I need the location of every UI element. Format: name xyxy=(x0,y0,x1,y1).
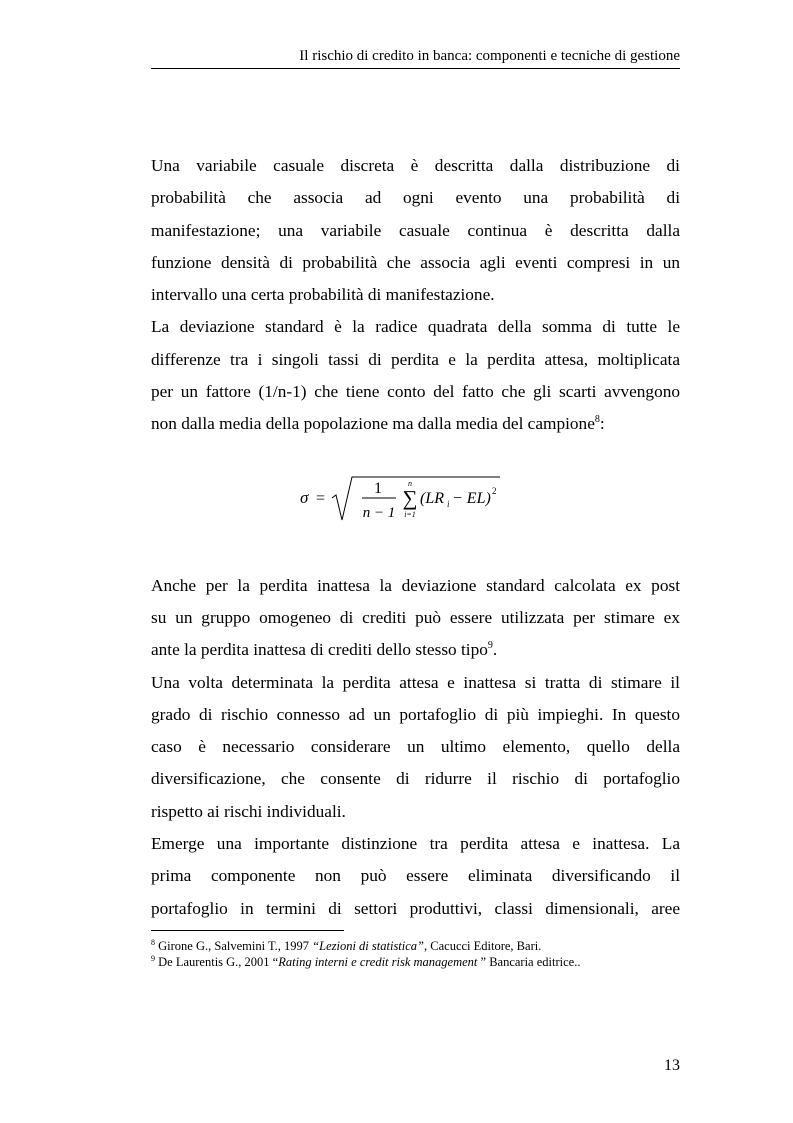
footnote-number: 9 xyxy=(151,953,155,963)
text-line: su un gruppo omogeneo di crediti può essere utilizzata per stimare ex xyxy=(151,607,680,627)
text-line: Emerge una importante distinzione tra perdita attesa e inattesa. La xyxy=(151,834,680,854)
text-line: prima componente non può essere eliminata diversificando il xyxy=(151,866,680,886)
term-rest: − EL) xyxy=(452,490,491,507)
text-line: Anche per la perdita inattesa la deviazione standard calcolata ex post xyxy=(151,575,680,595)
footnote-text: ” Bancaria editrice.. xyxy=(477,955,581,969)
text-line: portafoglio in termini di settori produttivi, classi dimensionali, aree xyxy=(151,898,680,918)
text-line: per un fattore (1/n-1) che tiene conto del fatto che gli scarti avvengono xyxy=(151,382,680,402)
footnote-8 xyxy=(151,938,680,954)
text-line: Una volta determinata la perdita attesa e inattesa si tratta di stimare il xyxy=(151,672,680,692)
text-segment: ante la perdita inattesa di crediti dello stesso tipo xyxy=(151,640,488,660)
footnotes xyxy=(151,938,680,970)
footnote-divider xyxy=(151,930,344,931)
paragraph-4 xyxy=(151,667,680,828)
paragraph-2 xyxy=(151,311,680,440)
footnote-text: De Laurentis G., 2001 “ xyxy=(155,955,279,969)
text-line: diversificazione, che consente di ridurre il rischio di portafoglio xyxy=(151,769,680,789)
summation-symbol: ∑ xyxy=(402,486,418,510)
text-line-with-ref xyxy=(151,634,680,666)
std-dev-formula xyxy=(300,470,540,530)
footnote-number: 8 xyxy=(151,937,155,947)
sigma-symbol: σ xyxy=(300,488,309,507)
text-line-with-ref xyxy=(151,408,680,440)
fraction-numerator: 1 xyxy=(374,480,382,497)
exponent: 2 xyxy=(492,486,497,496)
footnote-title: “Lezioni di statistica” xyxy=(312,939,425,953)
body-text xyxy=(151,150,680,925)
text-segment: . xyxy=(492,640,498,660)
formula-svg xyxy=(300,470,540,530)
text-line: La deviazione standard è la radice quadrata della somma di tutte le xyxy=(151,317,680,337)
footnote-ref-9: 9 xyxy=(487,639,493,651)
text-segment: : xyxy=(599,414,605,434)
paragraph-3 xyxy=(151,570,680,667)
text-line: differenze tra i singoli tassi di perdita e la perdita attesa, moltiplicata xyxy=(151,349,680,369)
equals-sign: = xyxy=(316,490,326,507)
text-line: grado di rischio connesso ad un portafoglio di più impieghi. In questo xyxy=(151,704,680,724)
footnote-ref-8: 8 xyxy=(594,413,600,425)
footnote-title: Rating interni e credit risk management xyxy=(278,955,478,969)
text-line: manifestazione; una variabile casuale continua è descritta dalla xyxy=(151,220,680,240)
sum-upper-limit: n xyxy=(408,479,412,488)
footnote-text: Girone G., Salvemini T., 1997 xyxy=(155,939,313,953)
footnote-text: , Cacucci Editore, Bari. xyxy=(424,939,542,953)
fraction-denominator: n − 1 xyxy=(362,505,396,521)
text-segment: non dalla media della popolazione ma dalla media del campione xyxy=(151,414,595,434)
text-line: funzione densità di probabilità che associa agli eventi compresi in un xyxy=(151,252,680,272)
running-header: Il rischio di credito in banca: componenti e tecniche di gestione xyxy=(299,48,680,64)
text-line: intervallo una certa probabilità di manifestazione. xyxy=(151,285,495,305)
paragraph-1 xyxy=(151,150,680,311)
sum-lower-limit: i=1 xyxy=(404,510,416,519)
paragraph-5 xyxy=(151,828,680,925)
text-line: rispetto ai rischi individuali. xyxy=(151,801,346,821)
text-line: probabilità che associa ad ogni evento una probabilità di xyxy=(151,188,680,208)
text-line: Una variabile casuale discreta è descritta dalla distribuzione di xyxy=(151,156,680,175)
page-number: 13 xyxy=(664,1057,680,1074)
header-divider xyxy=(151,68,680,69)
term-open: (LR xyxy=(420,490,444,507)
footnote-9 xyxy=(151,954,680,970)
text-line: caso è necessario considerare un ultimo elemento, quello della xyxy=(151,737,680,757)
term-subscript: i xyxy=(447,499,450,509)
